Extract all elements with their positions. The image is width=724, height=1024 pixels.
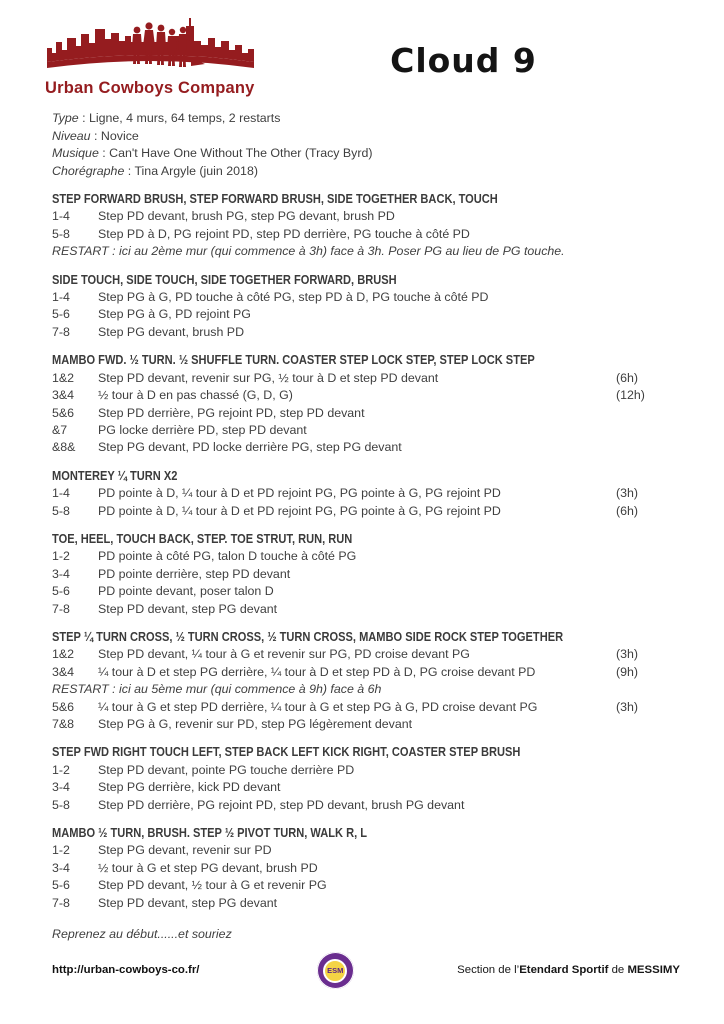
count-label: 1-2 bbox=[52, 549, 70, 564]
step-text: Step PG devant, revenir sur PD bbox=[98, 843, 272, 858]
step-text: PD pointe devant, poser talon D bbox=[98, 584, 274, 599]
footer-right-part: Section de l’ bbox=[457, 963, 520, 976]
section-title: STEP ¼ TURN CROSS, ½ TURN CROSS, ½ TURN CROSS, MAMBO SIDE ROCK STEP TOGETHER bbox=[52, 629, 564, 644]
meta-music bbox=[52, 145, 684, 162]
ending-line: Reprenez au début......et souriez bbox=[52, 927, 232, 942]
step-row bbox=[52, 548, 656, 565]
section-title: TOE, HEEL, TOUCH BACK, STEP. TOE STRUT, RUN, RUN bbox=[52, 531, 353, 546]
step-row bbox=[52, 503, 656, 520]
wall-marker bbox=[616, 716, 656, 733]
step-row bbox=[52, 422, 656, 439]
count-label: 5-6 bbox=[52, 878, 70, 893]
wall-marker bbox=[616, 405, 656, 422]
dance-section bbox=[52, 191, 684, 261]
page-footer bbox=[52, 952, 680, 989]
step-text: ½ tour à G et step PG devant, brush PD bbox=[98, 860, 318, 875]
count-label: 1-2 bbox=[52, 762, 70, 777]
step-text: ¼ tour à D et step PG derrière, ¼ tour à D et step PD à D, PG croise devant PD bbox=[98, 664, 536, 679]
step-row bbox=[52, 405, 656, 422]
meta-music-label: Musique bbox=[52, 146, 99, 161]
wall-marker: (9h) bbox=[616, 664, 639, 679]
section-body bbox=[52, 208, 684, 260]
wall-marker bbox=[616, 289, 656, 306]
wall-marker bbox=[616, 226, 656, 243]
section-title: SIDE TOUCH, SIDE TOUCH, SIDE TOGETHER FORWARD, BRUSH bbox=[52, 272, 397, 287]
count-label: 3&4 bbox=[52, 388, 75, 403]
step-text: ½ tour à D en pas chassé (G, D, G) bbox=[98, 388, 293, 403]
dance-section bbox=[52, 272, 684, 342]
sheet-content bbox=[0, 97, 724, 943]
footer-section-text bbox=[457, 962, 680, 979]
step-text: PD pointe à côté PG, talon D touche à côté PG bbox=[98, 549, 357, 564]
company-name: Urban Cowboys Company bbox=[45, 79, 255, 97]
step-row bbox=[52, 583, 656, 600]
wall-marker bbox=[616, 779, 656, 796]
count-label: 5&6 bbox=[52, 699, 75, 714]
section-title: MAMBO FWD. ½ TURN. ½ SHUFFLE TURN. COASTER STEP LOCK STEP, STEP LOCK STEP bbox=[52, 353, 535, 368]
section-body bbox=[52, 646, 684, 733]
step-text: PG locke derrière PD, step PD devant bbox=[98, 422, 307, 437]
wall-marker bbox=[616, 306, 656, 323]
count-label: 5-8 bbox=[52, 503, 70, 518]
wall-marker bbox=[616, 797, 656, 814]
count-label: 5-8 bbox=[52, 797, 70, 812]
step-text: Step PG derrière, kick PD devant bbox=[98, 780, 281, 795]
footer-right-part: de bbox=[608, 963, 628, 976]
meta-choreographer-label: Chorégraphe bbox=[52, 163, 125, 178]
count-label: 5-8 bbox=[52, 226, 70, 241]
dance-section bbox=[52, 468, 684, 520]
section-title: STEP FORWARD BRUSH, STEP FORWARD BRUSH, SIDE TOGETHER BACK, TOUCH bbox=[52, 192, 498, 207]
section-body bbox=[52, 370, 684, 457]
count-label: 1-4 bbox=[52, 486, 70, 501]
step-row bbox=[52, 877, 656, 894]
step-text: Step PD devant, pointe PG touche derrière PD bbox=[98, 762, 355, 777]
meta-level-label: Niveau bbox=[52, 128, 91, 143]
step-row bbox=[52, 895, 656, 912]
count-label: 7-8 bbox=[52, 895, 70, 910]
step-text: PD pointe derrière, step PD devant bbox=[98, 566, 291, 581]
count-label: &7 bbox=[52, 422, 68, 437]
step-row bbox=[52, 779, 656, 796]
step-text: Step PD devant, revenir sur PG, ½ tour à D et step PD devant bbox=[98, 370, 439, 385]
step-text: PD pointe à D, ¼ tour à D et PD rejoint PG, PG pointe à G, PG rejoint PD bbox=[98, 503, 501, 518]
step-row bbox=[52, 664, 656, 681]
step-row bbox=[52, 842, 656, 859]
count-label: 5-6 bbox=[52, 584, 70, 599]
step-text: Step PD à D, PG rejoint PD, step PD derrière, PG touche à côté PD bbox=[98, 226, 470, 241]
wall-marker: (3h) bbox=[616, 699, 639, 714]
count-label: 3-4 bbox=[52, 780, 70, 795]
step-row bbox=[52, 566, 656, 583]
step-row bbox=[52, 208, 656, 225]
count-label: 1-2 bbox=[52, 843, 70, 858]
meta-music-value: : Can't Have One Without The Other (Tracy Byrd) bbox=[98, 146, 373, 161]
step-row bbox=[52, 860, 656, 877]
section-title: MAMBO ½ TURN, BRUSH. STEP ½ PIVOT TURN, WALK R, L bbox=[52, 826, 368, 841]
count-label: 7-8 bbox=[52, 324, 70, 339]
meta-type-value: : Ligne, 4 murs, 64 temps, 2 restarts bbox=[78, 111, 281, 126]
wall-marker: (6h) bbox=[616, 503, 639, 518]
meta-level bbox=[52, 128, 684, 145]
step-text: Step PD devant, ¼ tour à G et revenir sur PG, PD croise devant PG bbox=[98, 647, 470, 662]
count-label: 5-6 bbox=[52, 307, 70, 322]
esm-logo-icon bbox=[317, 952, 354, 989]
count-label: 1-4 bbox=[52, 290, 70, 305]
step-text: Step PD devant, brush PG, step PG devant, brush PD bbox=[98, 209, 395, 224]
section-body bbox=[52, 289, 684, 341]
wall-marker bbox=[616, 422, 656, 439]
count-label: 3&4 bbox=[52, 664, 75, 679]
count-label: 3-4 bbox=[52, 860, 70, 875]
section-title: MONTEREY ¼ TURN X2 bbox=[52, 468, 178, 483]
company-logo bbox=[45, 12, 263, 97]
step-text: Step PD devant, step PG devant bbox=[98, 895, 278, 910]
step-text: Step PD devant, step PG devant bbox=[98, 601, 278, 616]
step-row bbox=[52, 324, 656, 341]
meta-choreographer bbox=[52, 163, 684, 180]
title-area bbox=[263, 12, 664, 97]
footer-right-part: Etendard Sportif bbox=[519, 963, 609, 976]
sections bbox=[52, 191, 684, 912]
count-label: 1-4 bbox=[52, 209, 70, 224]
step-row bbox=[52, 797, 656, 814]
step-row bbox=[52, 601, 656, 618]
wall-marker bbox=[616, 762, 656, 779]
step-row bbox=[52, 699, 656, 716]
section-body bbox=[52, 842, 684, 912]
page-header bbox=[0, 0, 724, 97]
meta-choreographer-value: : Tina Argyle (juin 2018) bbox=[124, 163, 258, 178]
dance-section bbox=[52, 629, 684, 733]
step-text: Step PG à G, PD rejoint PG bbox=[98, 307, 251, 322]
step-row bbox=[52, 716, 656, 733]
count-label: &8& bbox=[52, 440, 76, 455]
wall-marker bbox=[616, 324, 656, 341]
step-row bbox=[52, 762, 656, 779]
wall-marker bbox=[616, 566, 656, 583]
step-row bbox=[52, 485, 656, 502]
step-text: Step PG devant, PD locke derrière PG, step PG devant bbox=[98, 440, 402, 455]
wall-marker bbox=[616, 583, 656, 600]
wall-marker: (3h) bbox=[616, 486, 639, 501]
step-row bbox=[52, 439, 656, 456]
dance-section bbox=[52, 744, 684, 814]
meta-level-value: : Novice bbox=[90, 128, 139, 143]
wall-marker bbox=[616, 860, 656, 877]
step-text: Step PD derrière, PG rejoint PD, step PD devant bbox=[98, 405, 365, 420]
wall-marker: (3h) bbox=[616, 647, 639, 662]
wall-marker bbox=[616, 877, 656, 894]
step-row bbox=[52, 370, 656, 387]
section-body bbox=[52, 548, 684, 618]
count-label: 7&8 bbox=[52, 717, 75, 731]
step-row bbox=[52, 226, 656, 243]
step-row bbox=[52, 289, 656, 306]
wall-marker bbox=[616, 439, 656, 456]
meta-type bbox=[52, 110, 684, 127]
restart-note: RESTART : ici au 5ème mur (qui commence à 9h) face à 6h bbox=[52, 682, 382, 697]
esm-logo-label: ESM bbox=[323, 959, 347, 983]
wall-marker bbox=[616, 895, 656, 912]
dance-section bbox=[52, 825, 684, 912]
step-text: Step PD devant, ½ tour à G et revenir PG bbox=[98, 878, 327, 893]
step-text: Step PG à G, revenir sur PD, step PG légèrement devant bbox=[98, 717, 413, 731]
dance-section bbox=[52, 352, 684, 456]
wall-marker: (6h) bbox=[616, 370, 639, 385]
wall-marker bbox=[616, 548, 656, 565]
count-label: 5&6 bbox=[52, 405, 75, 420]
step-text: Step PG devant, brush PD bbox=[98, 324, 245, 339]
wall-marker: (12h) bbox=[616, 388, 645, 403]
step-text: Step PD derrière, PG rejoint PD, step PD devant, brush PG devant bbox=[98, 797, 465, 812]
step-text: Step PG à G, PD touche à côté PG, step PD à D, PG touche à côté PD bbox=[98, 290, 489, 305]
count-label: 1&2 bbox=[52, 370, 75, 385]
step-text: PD pointe à D, ¼ tour à D et PD rejoint PG, PG pointe à G, PG rejoint PD bbox=[98, 486, 501, 501]
meta-type-label: Type bbox=[52, 111, 79, 126]
step-row bbox=[52, 646, 656, 663]
count-label: 3-4 bbox=[52, 566, 70, 581]
dance-section bbox=[52, 531, 684, 618]
wall-marker bbox=[616, 601, 656, 618]
step-row bbox=[52, 387, 656, 404]
section-body bbox=[52, 485, 684, 520]
count-label: 7-8 bbox=[52, 601, 70, 616]
website-link[interactable]: http://urban-cowboys-co.fr/ bbox=[52, 963, 200, 976]
dance-title: Cloud 9 bbox=[390, 41, 537, 80]
section-title: STEP FWD RIGHT TOUCH LEFT, STEP BACK LEFT KICK RIGHT, COASTER STEP BRUSH bbox=[52, 745, 521, 760]
count-label: 1&2 bbox=[52, 647, 75, 662]
step-row bbox=[52, 306, 656, 323]
meta-block bbox=[52, 110, 684, 180]
footer-right-part: MESSIMY bbox=[627, 963, 680, 976]
wall-marker bbox=[616, 842, 656, 859]
skyline-cowboys-icon bbox=[45, 12, 257, 78]
restart-note: RESTART : ici au 2ème mur (qui commence à 3h) face à 3h. Poser PG au lieu de PG touche. bbox=[52, 244, 565, 259]
section-body bbox=[52, 762, 684, 814]
step-text: ¼ tour à G et step PD derrière, ¼ tour à G et step PG à G, PD croise devant PG bbox=[98, 699, 538, 714]
wall-marker bbox=[616, 208, 656, 225]
